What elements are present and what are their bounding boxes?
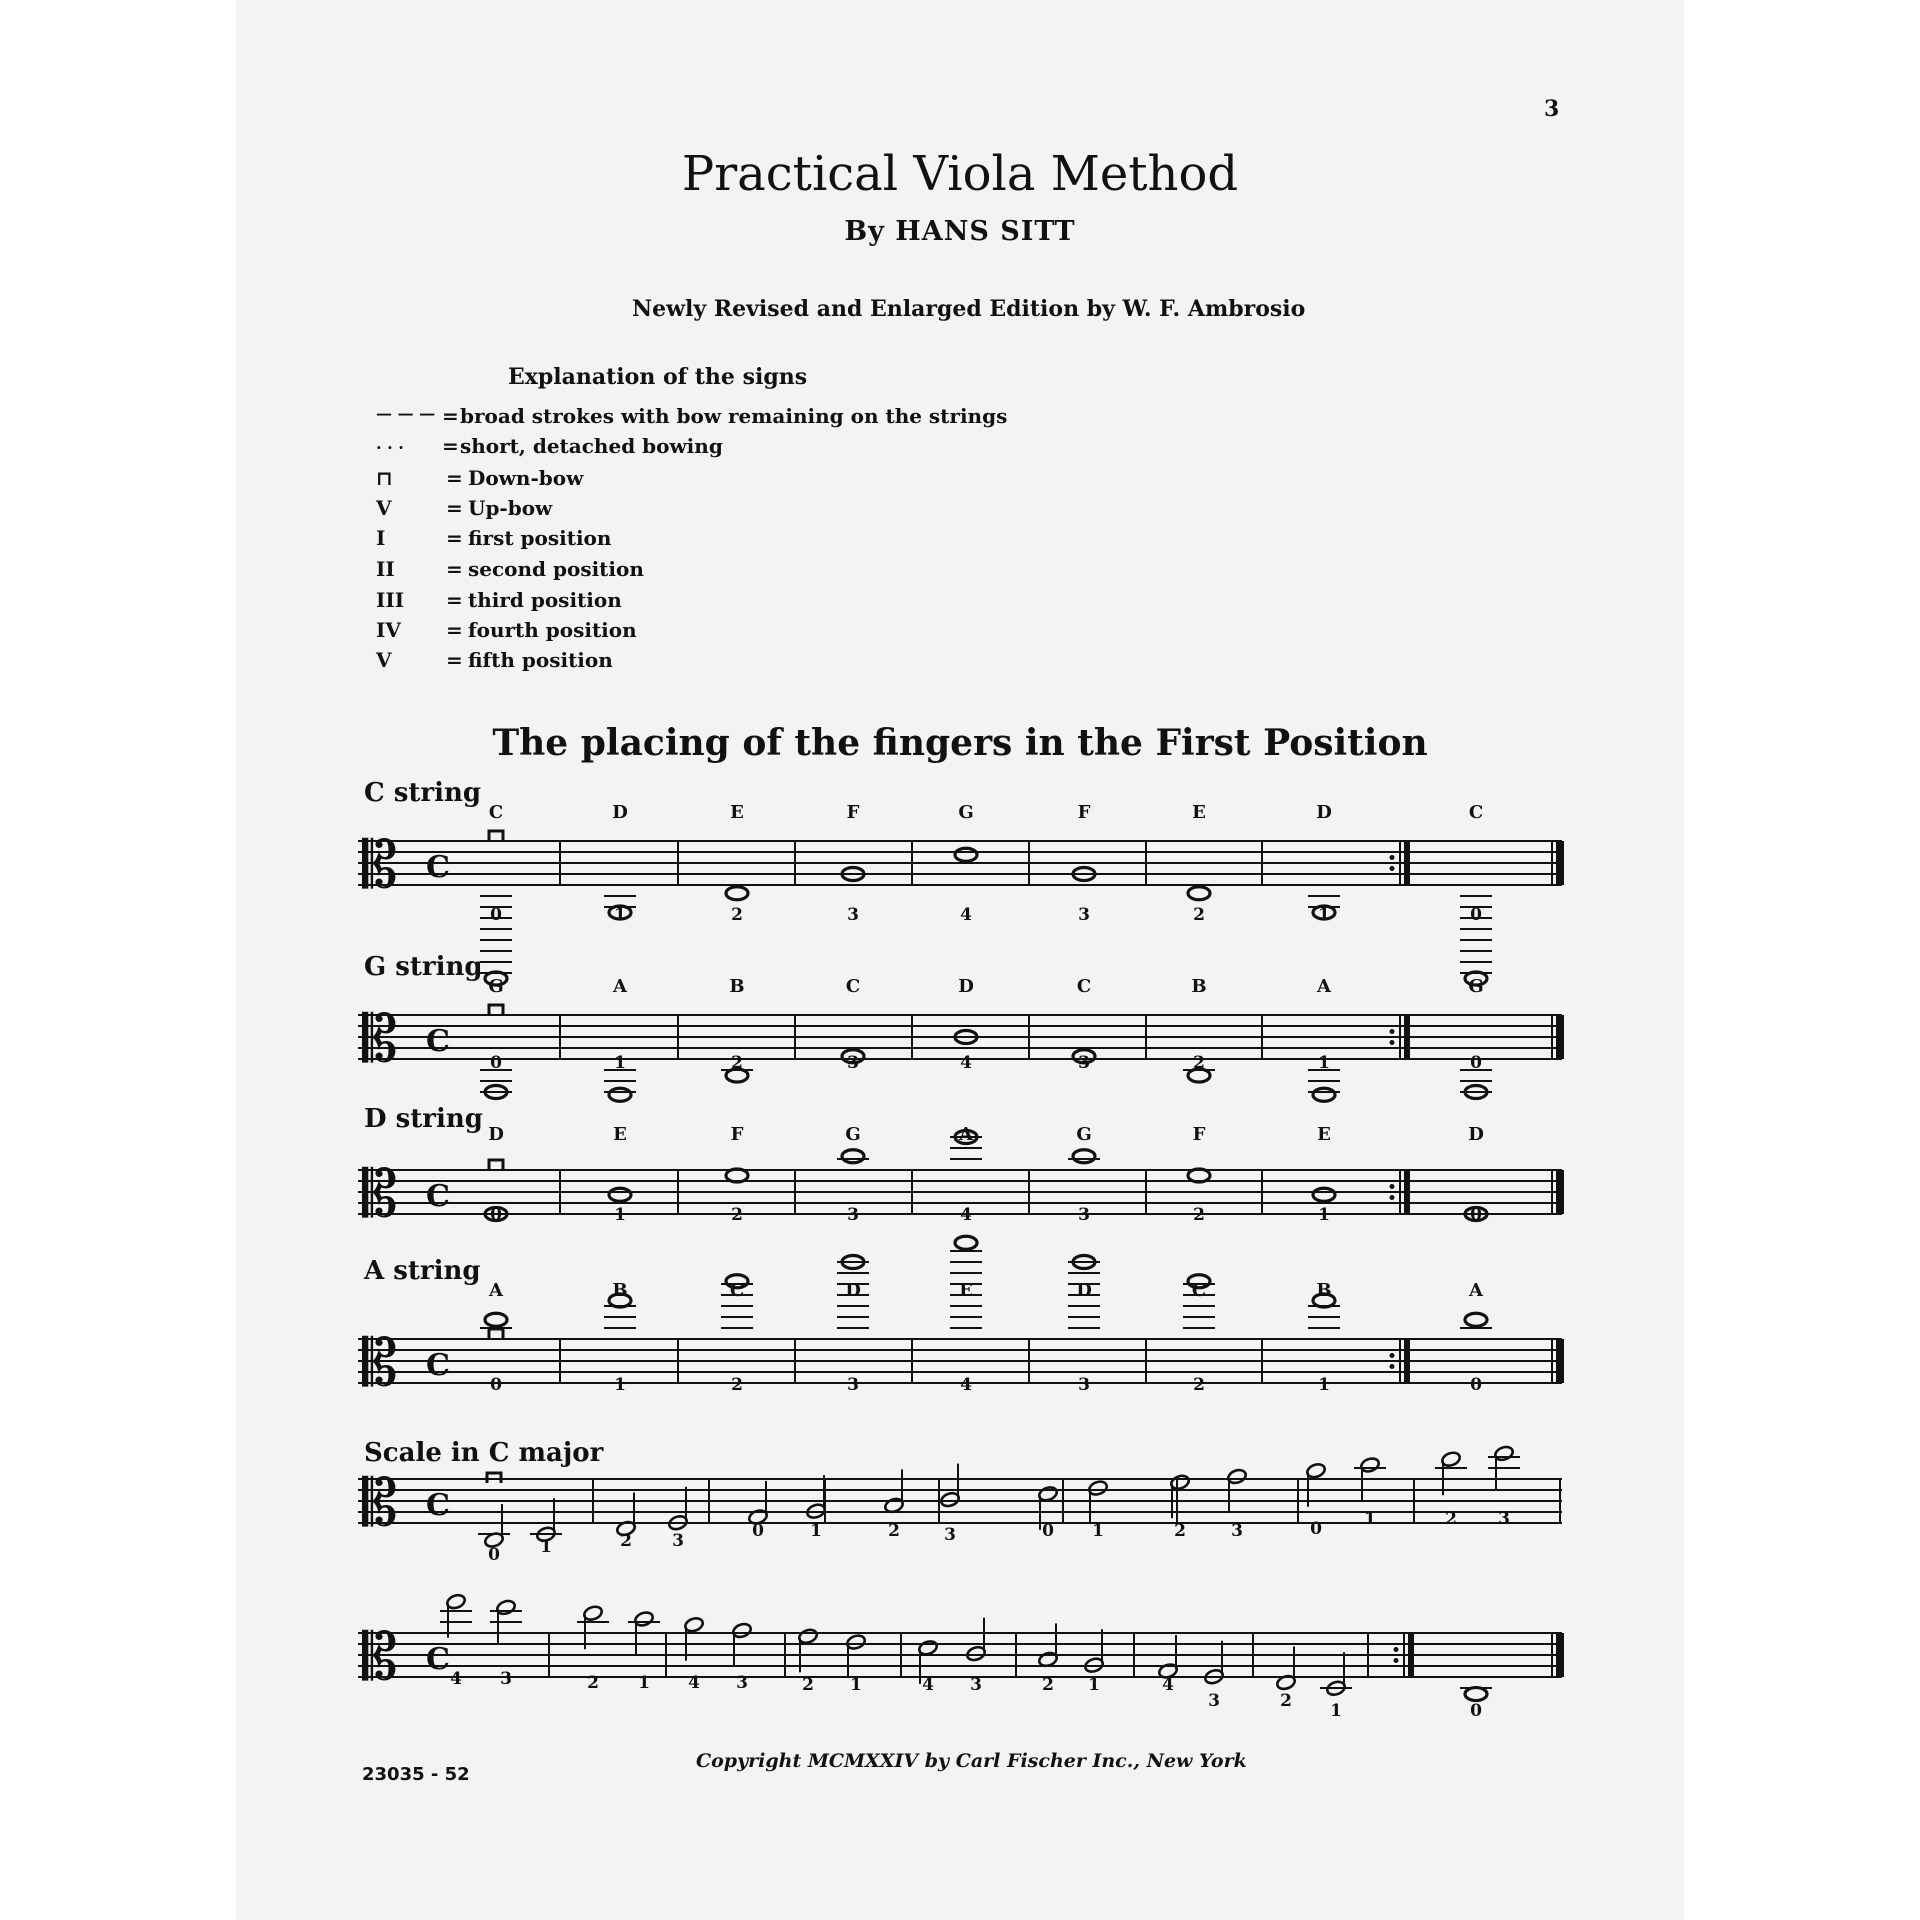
g-string-label: G string	[364, 952, 483, 982]
finger-number: 4	[960, 905, 972, 925]
note-name-label: E	[1192, 802, 1206, 823]
sign-symbol: V	[376, 496, 392, 520]
note-name-label: F	[1077, 802, 1091, 823]
copyright-notice: Copyright MCMXXIV by Carl Fischer Inc., New York	[696, 1750, 1247, 1772]
sign-equals: =	[446, 618, 463, 642]
finger-number: 0	[490, 1375, 502, 1395]
note-name-label: B	[729, 976, 745, 997]
finger-number: 2	[888, 1521, 900, 1541]
note-name-label: B	[1316, 1280, 1332, 1301]
common-time-symbol: C	[426, 1179, 450, 1214]
final-thick-line	[1556, 1339, 1564, 1383]
note-name-label: E	[959, 1280, 973, 1301]
note-name-label: G	[1076, 1124, 1092, 1145]
finger-number: 0	[1310, 1519, 1322, 1539]
note-name-label: A	[489, 1280, 503, 1301]
alto-clef-icon: 𝄡	[362, 1467, 398, 1541]
sign-symbol: V	[376, 648, 392, 672]
final-thick-line	[1556, 1015, 1564, 1059]
finger-number: 4	[688, 1673, 700, 1693]
note-name-label: F	[846, 802, 860, 823]
finger-number: 4	[1162, 1675, 1174, 1695]
note-name-label: D	[1468, 1124, 1484, 1145]
whole-note	[842, 1150, 864, 1163]
plate-number: 23035 - 52	[362, 1764, 470, 1785]
repeat-thick-line	[1408, 1633, 1414, 1677]
finger-number: 1	[614, 1205, 626, 1225]
sign-symbol: I	[376, 526, 386, 550]
whole-note	[955, 848, 977, 861]
finger-number: 1	[540, 1537, 552, 1557]
finger-number: 4	[960, 1053, 972, 1073]
note-name-label: G	[958, 802, 974, 823]
finger-number: 2	[620, 1531, 632, 1551]
finger-number: 2	[731, 905, 743, 925]
finger-number: 3	[970, 1675, 982, 1695]
whole-note	[1073, 1150, 1095, 1163]
finger-number: 2	[731, 1053, 743, 1073]
whole-note	[1188, 887, 1210, 900]
alto-clef-icon: 𝄡	[362, 1327, 398, 1401]
finger-number: 1	[614, 1375, 626, 1395]
finger-number: 0	[490, 1205, 502, 1225]
finger-number: 3	[1208, 1691, 1220, 1711]
finger-number: 1	[614, 1053, 626, 1073]
alto-clef-icon: 𝄡	[362, 829, 398, 903]
whole-note	[609, 1088, 631, 1101]
sign-description: short, detached bowing	[460, 434, 723, 458]
signs-heading: Explanation of the signs	[508, 364, 808, 390]
finger-number: 1	[1330, 1701, 1342, 1721]
note-name-label: D	[612, 802, 628, 823]
whole-note	[955, 1236, 977, 1249]
common-time-symbol: C	[426, 1642, 450, 1677]
finger-number: 2	[1280, 1691, 1292, 1711]
note-name-label: C	[1468, 802, 1484, 823]
common-time-symbol: C	[426, 1024, 450, 1059]
whole-note	[726, 887, 748, 900]
sign-symbol: IV	[376, 618, 401, 642]
finger-number: 1	[1092, 1521, 1104, 1541]
sign-description: second position	[468, 557, 644, 581]
string-staff-0	[358, 829, 1562, 903]
sign-equals: =	[446, 648, 463, 672]
sign-equals: =	[442, 434, 459, 458]
finger-number: 3	[847, 1053, 859, 1073]
alto-clef-icon: 𝄡	[362, 1158, 398, 1232]
note-name-label: G	[1468, 976, 1484, 997]
sign-description: fifth position	[468, 648, 613, 672]
down-bow-icon	[489, 1329, 503, 1339]
section-title: The placing of the fingers in the First Position	[492, 722, 1428, 764]
repeat-dot	[1394, 1658, 1399, 1663]
finger-number: 0	[1470, 1701, 1482, 1721]
finger-number: 0	[1470, 1053, 1482, 1073]
sign-equals: =	[446, 526, 463, 550]
finger-number: 3	[847, 905, 859, 925]
sign-equals: =	[446, 557, 463, 581]
repeat-dot	[1390, 1184, 1395, 1189]
alto-clef-icon: 𝄡	[362, 1621, 398, 1695]
repeat-thick-line	[1404, 1015, 1410, 1059]
note-name-label: G	[845, 1124, 861, 1145]
finger-number: 4	[960, 1375, 972, 1395]
finger-number: 2	[1193, 905, 1205, 925]
note-name-label: C	[729, 1280, 745, 1301]
note-name-label: D	[958, 976, 974, 997]
scale-staff-ascending	[358, 1467, 1562, 1541]
finger-number: 1	[1364, 1509, 1376, 1529]
repeat-dot	[1390, 1040, 1395, 1045]
repeat-dot	[1390, 1353, 1395, 1358]
finger-number: 0	[1470, 1205, 1482, 1225]
note-name-label: D	[1316, 802, 1332, 823]
sign-description: Down-bow	[468, 466, 584, 490]
finger-number: 0	[1042, 1521, 1054, 1541]
note-name-label: D	[488, 1124, 504, 1145]
d-string-label: D string	[364, 1104, 483, 1134]
note-name-label: A	[1317, 976, 1331, 997]
finger-number: 0	[1470, 1375, 1482, 1395]
note-name-label: G	[488, 976, 504, 997]
finger-number: 1	[1318, 1375, 1330, 1395]
finger-number: 2	[587, 1673, 599, 1693]
common-time-symbol: C	[426, 850, 450, 885]
repeat-dot	[1390, 1195, 1395, 1200]
repeat-thick-line	[1404, 1339, 1410, 1383]
finger-number: 3	[1078, 1205, 1090, 1225]
finger-number: 3	[847, 1375, 859, 1395]
whole-note	[1465, 1313, 1487, 1326]
down-bow-icon	[489, 1160, 503, 1170]
sign-symbol: ⊓	[376, 466, 393, 490]
finger-number: 3	[847, 1205, 859, 1225]
music-notation	[236, 0, 1684, 1920]
sign-description: first position	[468, 526, 612, 550]
note-name-label: C	[488, 802, 504, 823]
common-time-symbol: C	[426, 1348, 450, 1383]
finger-number: 3	[1498, 1509, 1510, 1529]
page-title: Practical Viola Method	[681, 146, 1239, 202]
repeat-dot	[1390, 855, 1395, 860]
finger-number: 1	[614, 905, 626, 925]
finger-number: 3	[736, 1673, 748, 1693]
finger-number: 4	[450, 1669, 462, 1689]
sign-equals: =	[442, 404, 459, 428]
finger-number: 2	[1193, 1375, 1205, 1395]
common-time-symbol: C	[426, 1488, 450, 1523]
finger-number: 2	[1042, 1675, 1054, 1695]
sign-description: Up-bow	[468, 496, 553, 520]
finger-number: 0	[490, 905, 502, 925]
finger-number: 1	[850, 1675, 862, 1695]
note-name-label: F	[1192, 1124, 1206, 1145]
down-bow-icon	[489, 1005, 503, 1015]
sign-symbol: . . .	[376, 434, 404, 453]
sign-equals: =	[446, 588, 463, 612]
finger-number: 1	[1088, 1675, 1100, 1695]
sign-equals: =	[446, 466, 463, 490]
finger-number: 3	[672, 1531, 684, 1551]
a-string-label: A string	[364, 1256, 481, 1286]
finger-number: 1	[1318, 1205, 1330, 1225]
finger-number: 2	[731, 1205, 743, 1225]
note-name-label: A	[1469, 1280, 1483, 1301]
finger-number: 2	[1193, 1205, 1205, 1225]
edition-line: Newly Revised and Enlarged Edition by W. F. Ambrosio	[632, 296, 1306, 322]
sign-description: fourth position	[468, 618, 637, 642]
sign-symbol: II	[376, 557, 395, 581]
finger-number: 4	[922, 1675, 934, 1695]
finger-number: 0	[1470, 905, 1482, 925]
finger-number: 3	[944, 1525, 956, 1545]
sign-equals: =	[446, 496, 463, 520]
note-name-label: D	[1076, 1280, 1092, 1301]
note-name-label: F	[730, 1124, 744, 1145]
sign-description: broad strokes with bow remaining on the strings	[460, 404, 1008, 428]
finger-number: 2	[1193, 1053, 1205, 1073]
author-line: By HANS SITT	[844, 216, 1076, 247]
final-thick-line	[1556, 1170, 1564, 1214]
note-name-label: D	[845, 1280, 861, 1301]
down-bow-icon	[489, 831, 503, 841]
whole-note	[1313, 1188, 1335, 1201]
sign-description: third position	[468, 588, 622, 612]
note-name-label: C	[1076, 976, 1092, 997]
repeat-thick-line	[1404, 1170, 1410, 1214]
finger-number: 3	[1078, 905, 1090, 925]
finger-number: 0	[752, 1521, 764, 1541]
note-name-label: C	[1191, 1280, 1207, 1301]
finger-number: 0	[490, 1053, 502, 1073]
note-name-label: C	[845, 976, 861, 997]
sign-symbol: — — —	[376, 404, 436, 423]
finger-number: 4	[960, 1205, 972, 1225]
note-name-label: A	[959, 1124, 973, 1145]
whole-note	[1313, 1088, 1335, 1101]
final-thick-line	[1556, 1633, 1564, 1677]
repeat-thick-line	[1404, 841, 1410, 885]
finger-number: 3	[1078, 1375, 1090, 1395]
repeat-dot	[1394, 1647, 1399, 1652]
sheet-music-page	[236, 0, 1684, 1920]
note-name-label: A	[613, 976, 627, 997]
whole-note	[1465, 1688, 1487, 1701]
c-string-label: C string	[364, 778, 482, 808]
whole-note	[609, 1188, 631, 1201]
alto-clef-icon: 𝄡	[362, 1003, 398, 1077]
finger-number: 1	[810, 1521, 822, 1541]
finger-number: 2	[1445, 1509, 1457, 1529]
note-name-label: E	[1317, 1124, 1331, 1145]
note-name-label: B	[1191, 976, 1207, 997]
note-name-label: E	[730, 802, 744, 823]
finger-number: 3	[1078, 1053, 1090, 1073]
note-name-label: B	[612, 1280, 628, 1301]
note-name-label: E	[613, 1124, 627, 1145]
finger-number: 2	[731, 1375, 743, 1395]
whole-note	[485, 1313, 507, 1326]
final-thick-line	[1556, 841, 1564, 885]
finger-number: 3	[500, 1669, 512, 1689]
finger-number: 3	[1231, 1521, 1243, 1541]
repeat-dot	[1390, 1029, 1395, 1034]
finger-number: 2	[1174, 1521, 1186, 1541]
finger-number: 1	[638, 1673, 650, 1693]
repeat-dot	[1390, 866, 1395, 871]
finger-number: 1	[1318, 905, 1330, 925]
sign-symbol: III	[376, 588, 405, 612]
scale-label: Scale in C major	[364, 1438, 604, 1468]
finger-number: 1	[1318, 1053, 1330, 1073]
page-number: 3	[1544, 96, 1560, 122]
finger-number: 2	[802, 1675, 814, 1695]
repeat-dot	[1390, 1364, 1395, 1369]
scale-staff-descending	[358, 1621, 1562, 1695]
finger-number: 0	[488, 1545, 500, 1565]
